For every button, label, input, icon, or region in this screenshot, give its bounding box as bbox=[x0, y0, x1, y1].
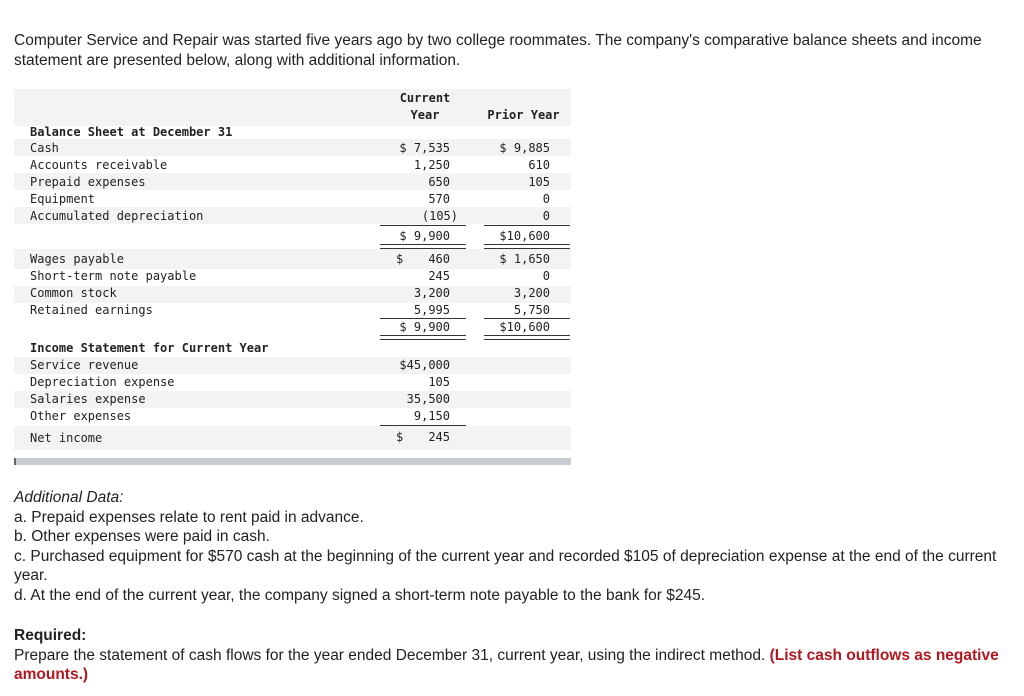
total-assets-prior: $10,600 bbox=[499, 229, 550, 243]
prior-value: 0 bbox=[542, 269, 550, 283]
col-header-current-line1: Current bbox=[399, 91, 451, 105]
row-label: Cash bbox=[30, 141, 59, 155]
problem-intro: Computer Service and Repair was started five years ago by two college roommates. The company's comparative balance sheets and income statement are presented below, along with additional information. bbox=[14, 32, 982, 69]
row-label: Retained earnings bbox=[30, 303, 153, 317]
total-liabilities-prior: $10,600 bbox=[499, 320, 550, 334]
current-value: (105) bbox=[421, 209, 458, 223]
row-label: Service revenue bbox=[30, 358, 139, 372]
financial-statements-table bbox=[14, 89, 571, 465]
subtotal-rule bbox=[380, 318, 466, 319]
total-double-rule bbox=[380, 335, 466, 340]
additional-item: b. Other expenses were paid in cash. bbox=[14, 528, 270, 545]
col-header-prior: Prior Year bbox=[487, 108, 560, 122]
additional-item: d. At the end of the current year, the company signed a short-term note payable to the bank for $245. bbox=[14, 586, 706, 604]
income-statement-title: Income Statement for Current Year bbox=[30, 341, 269, 355]
prior-value: 0 bbox=[542, 192, 550, 206]
subtotal-rule bbox=[484, 225, 570, 226]
table-bottom-tick bbox=[14, 458, 16, 465]
subtotal-rule bbox=[484, 318, 570, 319]
table-bottom-bar bbox=[14, 458, 571, 465]
dollar-sign: $ bbox=[396, 252, 404, 266]
additional-item: a. Prepaid expenses relate to rent paid in advance. bbox=[14, 508, 364, 526]
subtotal-rule bbox=[380, 425, 466, 426]
required-text bbox=[14, 646, 1004, 685]
row-label: Salaries expense bbox=[30, 392, 146, 406]
current-value: 1,250 bbox=[413, 158, 450, 172]
required-section bbox=[14, 626, 1004, 685]
current-value: 3,200 bbox=[413, 286, 450, 300]
required-instruction: Prepare the statement of cash flows for the year ended December 31, current year, using the indirect method. bbox=[14, 646, 770, 664]
required-heading: Required: bbox=[14, 627, 87, 644]
row-label: Depreciation expense bbox=[30, 375, 175, 389]
total-double-rule bbox=[484, 335, 570, 340]
current-value: 5,995 bbox=[413, 303, 450, 317]
total-assets-current: $ 9,900 bbox=[399, 229, 450, 243]
row-label: Accounts receivable bbox=[30, 158, 168, 172]
current-value: 105 bbox=[428, 375, 450, 389]
row-label: Equipment bbox=[30, 192, 96, 206]
current-value: 460 bbox=[428, 252, 450, 266]
row-label: Other expenses bbox=[30, 409, 132, 423]
subtotal-rule bbox=[380, 225, 466, 226]
col-header-current-line2: Year bbox=[410, 108, 440, 122]
current-value: 245 bbox=[428, 430, 450, 444]
additional-item: c. Purchased equipment for $570 cash at the beginning of the current year and recorded $105 of depreciation expense at the end of the current year. bbox=[14, 547, 997, 584]
prior-value: $ 9,885 bbox=[499, 141, 550, 155]
additional-data-section bbox=[14, 488, 1004, 605]
row-label: Accumulated depreciation bbox=[30, 209, 204, 223]
row-label: Short-term note payable bbox=[30, 269, 197, 283]
prior-value: 105 bbox=[528, 175, 550, 189]
row-label: Common stock bbox=[30, 286, 117, 300]
prior-value: $ 1,650 bbox=[499, 252, 550, 266]
current-value: $ 7,535 bbox=[399, 141, 450, 155]
current-value: 9,150 bbox=[413, 409, 450, 423]
current-value: $45,000 bbox=[399, 358, 450, 372]
row-label: Net income bbox=[30, 431, 103, 445]
row-label: Prepaid expenses bbox=[30, 175, 146, 189]
prior-value: 610 bbox=[528, 158, 550, 172]
additional-data-heading: Additional Data: bbox=[14, 489, 124, 506]
prior-value: 0 bbox=[542, 209, 550, 223]
current-value: 35,500 bbox=[406, 392, 450, 406]
prior-value: 3,200 bbox=[513, 286, 550, 300]
row-label: Wages payable bbox=[30, 252, 124, 266]
total-liabilities-current: $ 9,900 bbox=[399, 320, 450, 334]
prior-value: 5,750 bbox=[513, 303, 550, 317]
current-value: 650 bbox=[428, 175, 450, 189]
required-emphasis: (List cash outflows as negative amounts.) bbox=[14, 646, 999, 683]
dollar-sign: $ bbox=[396, 430, 404, 444]
balance-sheet-title: Balance Sheet at December 31 bbox=[30, 125, 233, 139]
current-value: 245 bbox=[428, 269, 450, 283]
current-value: 570 bbox=[428, 192, 450, 206]
